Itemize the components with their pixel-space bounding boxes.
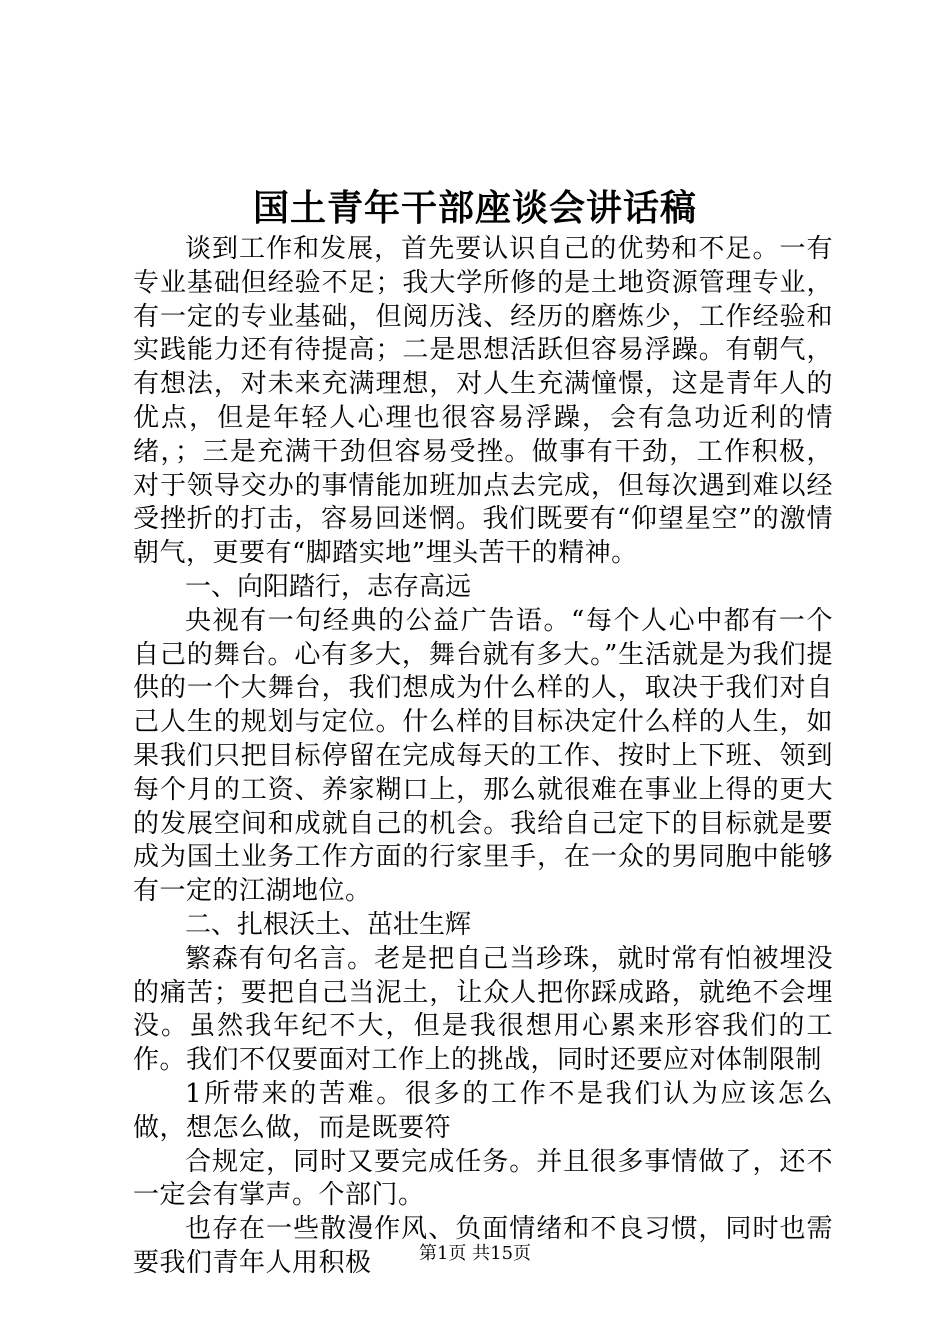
paragraph-fragment-2: 合规定，同时又要完成任务。并且很多事情做了，还不一定会有掌声。个部门。	[133, 1146, 833, 1211]
section-heading-1: 一、向阳踏行，志存高远	[185, 571, 472, 602]
document-title: 国土青年干部座谈会讲话稿	[252, 187, 697, 229]
section-heading-2: 二、扎根沃土、茁壮生辉	[185, 909, 472, 940]
paragraph-intro: 谈到工作和发展，首先要认识自己的优势和不足。一有专业基础但经验不足；我大学所修的是土地资源管理专业，有一定的专业基础，但阅历浅、经历的磨炼少，工作经验和实践能力还有待提高；二是思想活跃但容易浮躁。有朝气，有想法，对未来充满理想，对人生充满憧憬，这是青年人的优点，但是年轻人心理也很容易浮躁，会有急功近利的情绪，；三是充满干劲但容易受挫。做事有干劲，工作积极，对于领导交办的事情能加班加点去完成，但每次遇到难以经受挫折的打击，容易回迷惘。我们既要有“仰望星空”的激情朝气，更要有“脚踏实地”埋头苦干的精神。	[133, 234, 833, 569]
document-body	[133, 233, 833, 1281]
paragraph-section-1: 央视有一句经典的公益广告语。“每个人心中都有一个自己的舞台。心有多大，舞台就有多大。”生活就是为我们提供的一个大舞台，我们想成为什么样的人，取决于我们对自己人生的规划与定位。什么样的目标决定什么样的人生，如果我们只把目标停留在完成每天的工作、按时上下班、领到每个月的工资、养家糊口上，那么就很难在事业上得的更大的发展空间和成就自己的机会。我给自己定下的目标就是要成为国土业务工作方面的行家里手，在一众的男同胞中能够有一定的江湖地位。	[133, 605, 833, 907]
paragraph-fragment-3: 也存在一些散漫作风、负面情绪和不良习惯，同时也需要我们青年人用积极	[133, 1214, 833, 1278]
paragraph-fragment-1: 1所带来的苦难。很多的工作不是我们认为应该怎么做，想怎么做，而是既要符	[133, 1078, 833, 1143]
paragraph-section-2: 繁森有句名言。老是把自己当珍珠，就时常有怕被埋没的痛苦；要把自己当泥土，让众人把你踩成路，就绝不会埋没。虽然我年纪不大，但是我很想用心累来形容我们的工作。我们不仅要面对工作上的挑战，同时还要应对体制限制	[133, 943, 833, 1076]
page-footer: 第1页 共15页	[418, 1243, 532, 1264]
